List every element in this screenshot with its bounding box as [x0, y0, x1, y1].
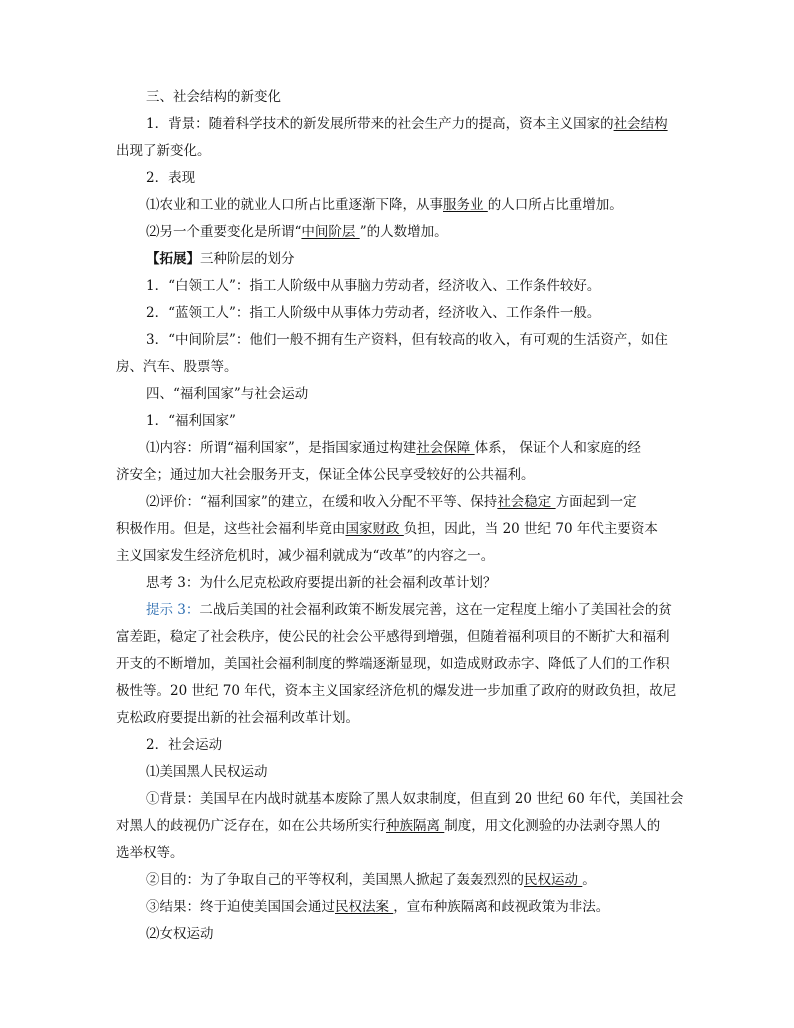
line-text-continued: 。	[582, 872, 596, 888]
line-text: 3．“中间阶层”：他们一般不拥有生产资料，但有较高的收入，有可观的生活资产，如住	[146, 332, 668, 348]
text-line	[116, 223, 682, 250]
line-text: ③结果：终于迫使美国国会通过	[146, 899, 335, 915]
line-text: ⑵评价：“福利国家”的建立，在缓和收入分配不平等、保持	[146, 494, 498, 510]
text-line	[116, 88, 682, 115]
line-text: 积极作用。但是，这些社会福利毕竟由	[116, 521, 346, 537]
text-line	[116, 709, 682, 736]
line-text-continued: ”的人数增加。	[359, 224, 448, 240]
line-text: 济安全；通过加大社会服务开支，保证全体公民享受较好的公共福利。	[116, 467, 535, 483]
line-text-continued: 体系， 保证个人和家庭的经	[474, 440, 641, 456]
text-line	[116, 925, 682, 952]
fill-in-answer: 民权法案	[335, 899, 394, 915]
line-text: 三种阶层的划分	[200, 251, 295, 267]
document-body	[116, 88, 682, 952]
text-line	[116, 277, 682, 304]
line-text-continued: 负担，因此，当 20 世纪 70 年代主要资本	[403, 521, 658, 537]
text-line	[116, 871, 682, 898]
line-text: ②目的：为了争取自己的平等权利，美国黑人掀起了轰轰烈烈的	[146, 872, 524, 888]
text-line	[116, 142, 682, 169]
fill-in-answer: 种族隔离	[386, 818, 445, 834]
text-line	[116, 169, 682, 196]
fill-in-answer: 民权运动	[524, 872, 583, 888]
text-line	[116, 196, 682, 223]
line-text: 二战后美国的社会福利政策不断发展完善，这在一定程度上缩小了美国社会的贫	[199, 602, 672, 618]
text-line	[116, 520, 682, 547]
fill-in-answer: 服务业	[443, 197, 488, 213]
text-line	[116, 412, 682, 439]
text-line	[116, 790, 682, 817]
text-line	[116, 304, 682, 331]
line-text: ⑵另一个重要变化是所谓“	[146, 224, 302, 240]
text-line	[116, 466, 682, 493]
fill-in-answer: 社会稳定	[497, 494, 556, 510]
text-line	[116, 655, 682, 682]
line-text: 2．社会运动	[146, 737, 223, 753]
line-text-continued: 制度，用文化测验的办法剥夺黑人的	[444, 818, 661, 834]
line-text: 主义国家发生经济危机时，减少福利就成为“改革”的内容之一。	[116, 548, 495, 564]
line-text: 富差距，稳定了社会秩序，使公民的社会公平感得到增强，但随着福利项目的不断扩大和福利	[116, 629, 670, 645]
text-line	[116, 493, 682, 520]
line-text: 对黑人的歧视仍广泛存在，如在公共场所实行	[116, 818, 386, 834]
line-text: ①背景：美国早在内战时就基本废除了黑人奴隶制度，但直到 20 世纪 60 年代，美国社会	[146, 791, 684, 807]
line-text-continued: ，宣布种族隔离和歧视政策为非法。	[393, 899, 610, 915]
text-line	[116, 547, 682, 574]
text-line	[116, 682, 682, 709]
line-text: 2．“蓝领工人”：指工人阶级中从事体力劳动者，经济收入、工作条件一般。	[146, 305, 601, 321]
line-text: 选举权等。	[116, 845, 184, 861]
text-line	[116, 385, 682, 412]
text-line	[116, 601, 682, 628]
line-text: 1．背景：随着科学技术的新发展所带来的社会生产力的提高，资本主义国家的	[146, 116, 614, 132]
line-text: 1．“白领工人”：指工人阶级中从事脑力劳动者，经济收入、工作条件较好。	[146, 278, 601, 294]
line-text-continued: 的人口所占比重增加。	[487, 197, 623, 213]
line-text: 三、社会结构的新变化	[146, 89, 281, 105]
text-line	[116, 763, 682, 790]
text-line	[116, 331, 682, 358]
line-text: ⑵女权运动	[146, 926, 214, 942]
line-text: ⑴内容：所谓“福利国家”，是指国家通过构建	[146, 440, 417, 456]
fill-in-answer: 社会保障	[416, 440, 475, 456]
hint-label: 提示 3：	[146, 602, 200, 618]
line-text: 开支的不断增加，美国社会福利制度的弊端逐渐显现，如造成财政赤字、降低了人们的工作积	[116, 656, 670, 672]
fill-in-answer: 中间阶层	[301, 224, 360, 240]
line-text: 极性等。20 世纪 70 年代，资本主义国家经济危机的爆发进一步加重了政府的财政负担，故尼	[116, 683, 677, 699]
text-line	[116, 844, 682, 871]
line-text: 克松政府要提出新的社会福利改革计划。	[116, 710, 359, 726]
line-text: 1．“福利国家”	[146, 413, 236, 429]
line-text: 思考 3：为什么尼克松政府要提出新的社会福利改革计划？	[146, 575, 497, 591]
line-text: 2．表现	[146, 170, 196, 186]
text-line	[116, 574, 682, 601]
text-line	[116, 358, 682, 385]
line-text-continued: 方面起到一定	[555, 494, 637, 510]
expand-label: 【拓展】	[146, 251, 200, 267]
line-text: 四、“福利国家”与社会运动	[146, 386, 309, 402]
line-text: ⑴美国黑人民权运动	[146, 764, 268, 780]
text-line	[116, 115, 682, 142]
fill-in-answer: 社会结构	[613, 116, 668, 132]
text-line	[116, 898, 682, 925]
text-line	[116, 736, 682, 763]
fill-in-answer: 国家财政	[345, 521, 404, 537]
text-line	[116, 250, 682, 277]
line-text: 出现了新变化。	[116, 143, 211, 159]
text-line	[116, 628, 682, 655]
text-line	[116, 439, 682, 466]
line-text: 房、汽车、股票等。	[116, 359, 238, 375]
text-line	[116, 817, 682, 844]
line-text: ⑴农业和工业的就业人口所占比重逐渐下降，从事	[146, 197, 443, 213]
